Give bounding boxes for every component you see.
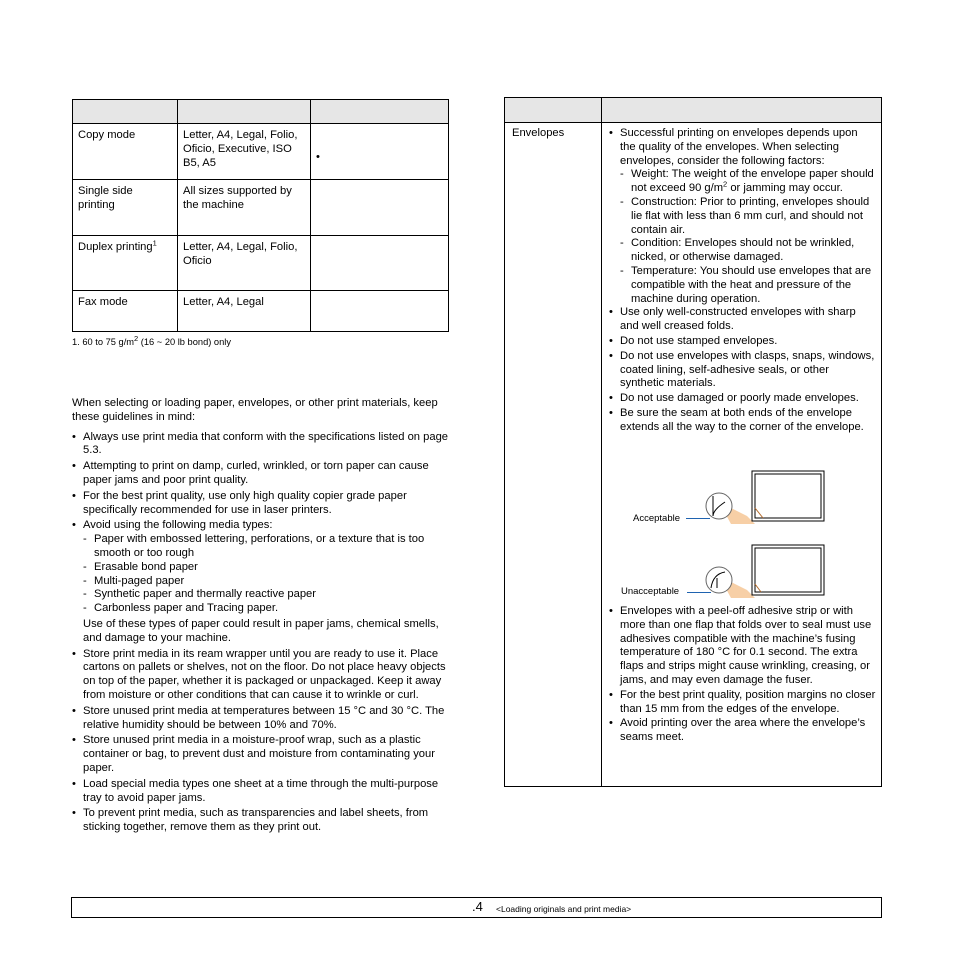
- list-item: • For the best print quality, position margins no closer than 15 mm from the edges of the envelope.: [609, 689, 877, 717]
- guidelines-intro: When selecting or loading paper, envelopes, or other print materials, keep these guidelines in mind:: [72, 397, 438, 423]
- acceptable-label: Acceptable: [633, 513, 681, 524]
- list-item: • Do not use damaged or poorly made envelopes.: [609, 392, 875, 406]
- envelope-label: Envelopes: [512, 127, 565, 139]
- envelope-icon: [751, 470, 827, 526]
- sub-list-item: - Construction: Prior to printing, envelopes should lie flat with less than 6 mm curl, and should not contain air.: [620, 196, 875, 237]
- list-item: • Always use print media that conform with the specifications listed on page 5.3.: [72, 431, 450, 459]
- table-cell-note: [311, 180, 449, 236]
- envelope-front: [755, 474, 821, 518]
- table-cell-sizes: Letter, A4, Legal, Folio, Oficio, Executive, ISO B5, A5: [178, 124, 311, 180]
- list-item: • Do not use stamped envelopes.: [609, 335, 875, 349]
- table-row: [73, 180, 449, 236]
- sub-list-item: - Temperature: You should use envelopes that are compatible with the heat and pressure of the machine during operation.: [620, 265, 875, 306]
- table-footnote: 1. 60 to 75 $g/m^2$ (16 ~ 20 lb bond) only: [72, 333, 231, 347]
- table-cell-sizes: Letter, A4, Legal: [178, 291, 311, 332]
- acceptable-figure: [615, 468, 845, 538]
- list-item: • Be sure the seam at both ends of the envelope extends all the way to the corner of the envelope.: [609, 407, 875, 435]
- page-footer: [71, 897, 882, 918]
- list-item: • Do not use envelopes with clasps, snaps, windows, coated lining, self-adhesive seals, or other synthetic materials.: [609, 350, 875, 391]
- table-row: [73, 236, 449, 291]
- table-row: [73, 291, 449, 332]
- table-cell-mode: Fax mode: [73, 291, 178, 332]
- envelope-table: [504, 97, 882, 787]
- media-size-table: [72, 99, 449, 332]
- unacceptable-figure: [615, 540, 845, 610]
- sub-list-item: - Synthetic paper and thermally reactive paper: [83, 588, 450, 602]
- list-item: • Successful printing on envelopes depends upon the quality of the envelopes. When selecting envelopes, consider the following factors: - Weight: The weight of the envelope paper should not exceed 90 $g/m^2$ or jamming may occur. - Construction: Prior to printing, envelopes should lie flat with less than 6 mm curl, and should not contain air. - Condition: Envelopes should not be wrinkled, nicked, or otherwise damaged. - Temperature: You should use envelopes that are compatible with the heat and pressure of the machine during operation.: [609, 127, 875, 306]
- list-item: • Attempting to print on damp, curled, wrinkled, or torn paper can cause paper jams and poor print quality.: [72, 460, 450, 488]
- table-row: [73, 124, 449, 180]
- sub-list-item: - Weight: The weight of the envelope paper should not exceed 90 $g/m^2$ or jamming may occur.: [620, 168, 875, 196]
- table-cell-note: [311, 291, 449, 332]
- table-cell-sizes: Letter, A4, Legal, Folio, Oficio: [178, 236, 311, 291]
- note-bullet: •: [316, 151, 320, 163]
- sub-list-item: - Multi-paged paper: [83, 575, 450, 589]
- envelope-table-header: [505, 98, 881, 123]
- envelope-guidelines-bottom: [609, 605, 877, 747]
- list-item: • To prevent print media, such as transparencies and label sheets, from sticking together, remove them as they print out.: [72, 807, 450, 835]
- sub-list-item: - Paper with embossed lettering, perforations, or a texture that is too smooth or too rough: [83, 533, 450, 561]
- page-number: .4: [472, 899, 483, 914]
- envelope-front: [755, 548, 821, 592]
- list-item: • Use only well-constructed envelopes with sharp and well creased folds.: [609, 306, 875, 334]
- table-cell-sizes: All sizes supported by the machine: [178, 180, 311, 236]
- list-item: • Store unused print media in a moisture-proof wrap, such as a plastic container or bag, to prevent dust and moisture from contaminating your paper.: [72, 734, 450, 775]
- table-cell-note: [311, 236, 449, 291]
- unacceptable-label: Unacceptable: [621, 586, 680, 597]
- envelope-icon: [751, 544, 827, 600]
- list-item: • Store print media in its ream wrapper until you are ready to use it. Place cartons on pallets or shelves, not on the floor. Do not place heavy objects on top of the paper, whether it is packaged or unpackaged. Keep it away from moisture or other conditions that can cause it to wrinkle or curl.: [72, 648, 450, 703]
- list-item: • For the best print quality, use only high quality copier grade paper specifically recommended for use in laser printers.: [72, 490, 450, 518]
- table-cell-mode: Copy mode: [73, 124, 178, 180]
- sub-list-item: - Condition: Envelopes should not be wrinkled, nicked, or otherwise damaged.: [620, 237, 875, 265]
- envelope-guidelines-top: [609, 127, 875, 436]
- sub-list-item: - Erasable bond paper: [83, 561, 450, 575]
- sub-list-item: - Carbonless paper and Tracing paper.: [83, 602, 450, 616]
- guidelines-section: [72, 397, 450, 837]
- table-cell-mode: Duplex printing$^1$: [73, 236, 178, 291]
- list-item-note: Use of these types of paper could result in paper jams, chemical smells, and damage to your machine.: [83, 617, 439, 644]
- list-item: • Envelopes with a peel-off adhesive strip or with more than one flap that folds over to seal must use adhesives compatible with the machine’s fusing temperature of 180 °C for 0.1 second. The extra flaps and strips might cause wrinkling, creasing, or jams, and may even damage the fuser.: [609, 605, 877, 688]
- list-item: • Avoid using the following media types: - Paper with embossed lettering, perforations, or a texture that is too smooth or too rough - Erasable bond paper - Multi-paged paper - Synthetic paper and thermally reactive paper - Carbonless paper and Tracing paper. Use of these types of paper could result in paper jams, chemical smells, and damage to your machine.: [72, 519, 450, 645]
- table-header-row: [73, 100, 449, 124]
- list-item: • Avoid printing over the area where the envelope’s seams meet.: [609, 717, 877, 745]
- list-item: • Store unused print media at temperatures between 15 °C and 30 °C. The relative humidity should be between 10% and 70%.: [72, 705, 450, 733]
- magnify-circle: [706, 567, 732, 593]
- column-divider: [601, 98, 602, 786]
- table-cell-mode: Single side printing: [73, 180, 178, 236]
- footnote-ref: 1: [152, 238, 157, 248]
- chapter-title: <Loading originals and print media>: [496, 904, 632, 914]
- list-item: • Load special media types one sheet at a time through the multi-purpose tray to avoid paper jams.: [72, 778, 450, 806]
- table-cell-note: [311, 124, 449, 180]
